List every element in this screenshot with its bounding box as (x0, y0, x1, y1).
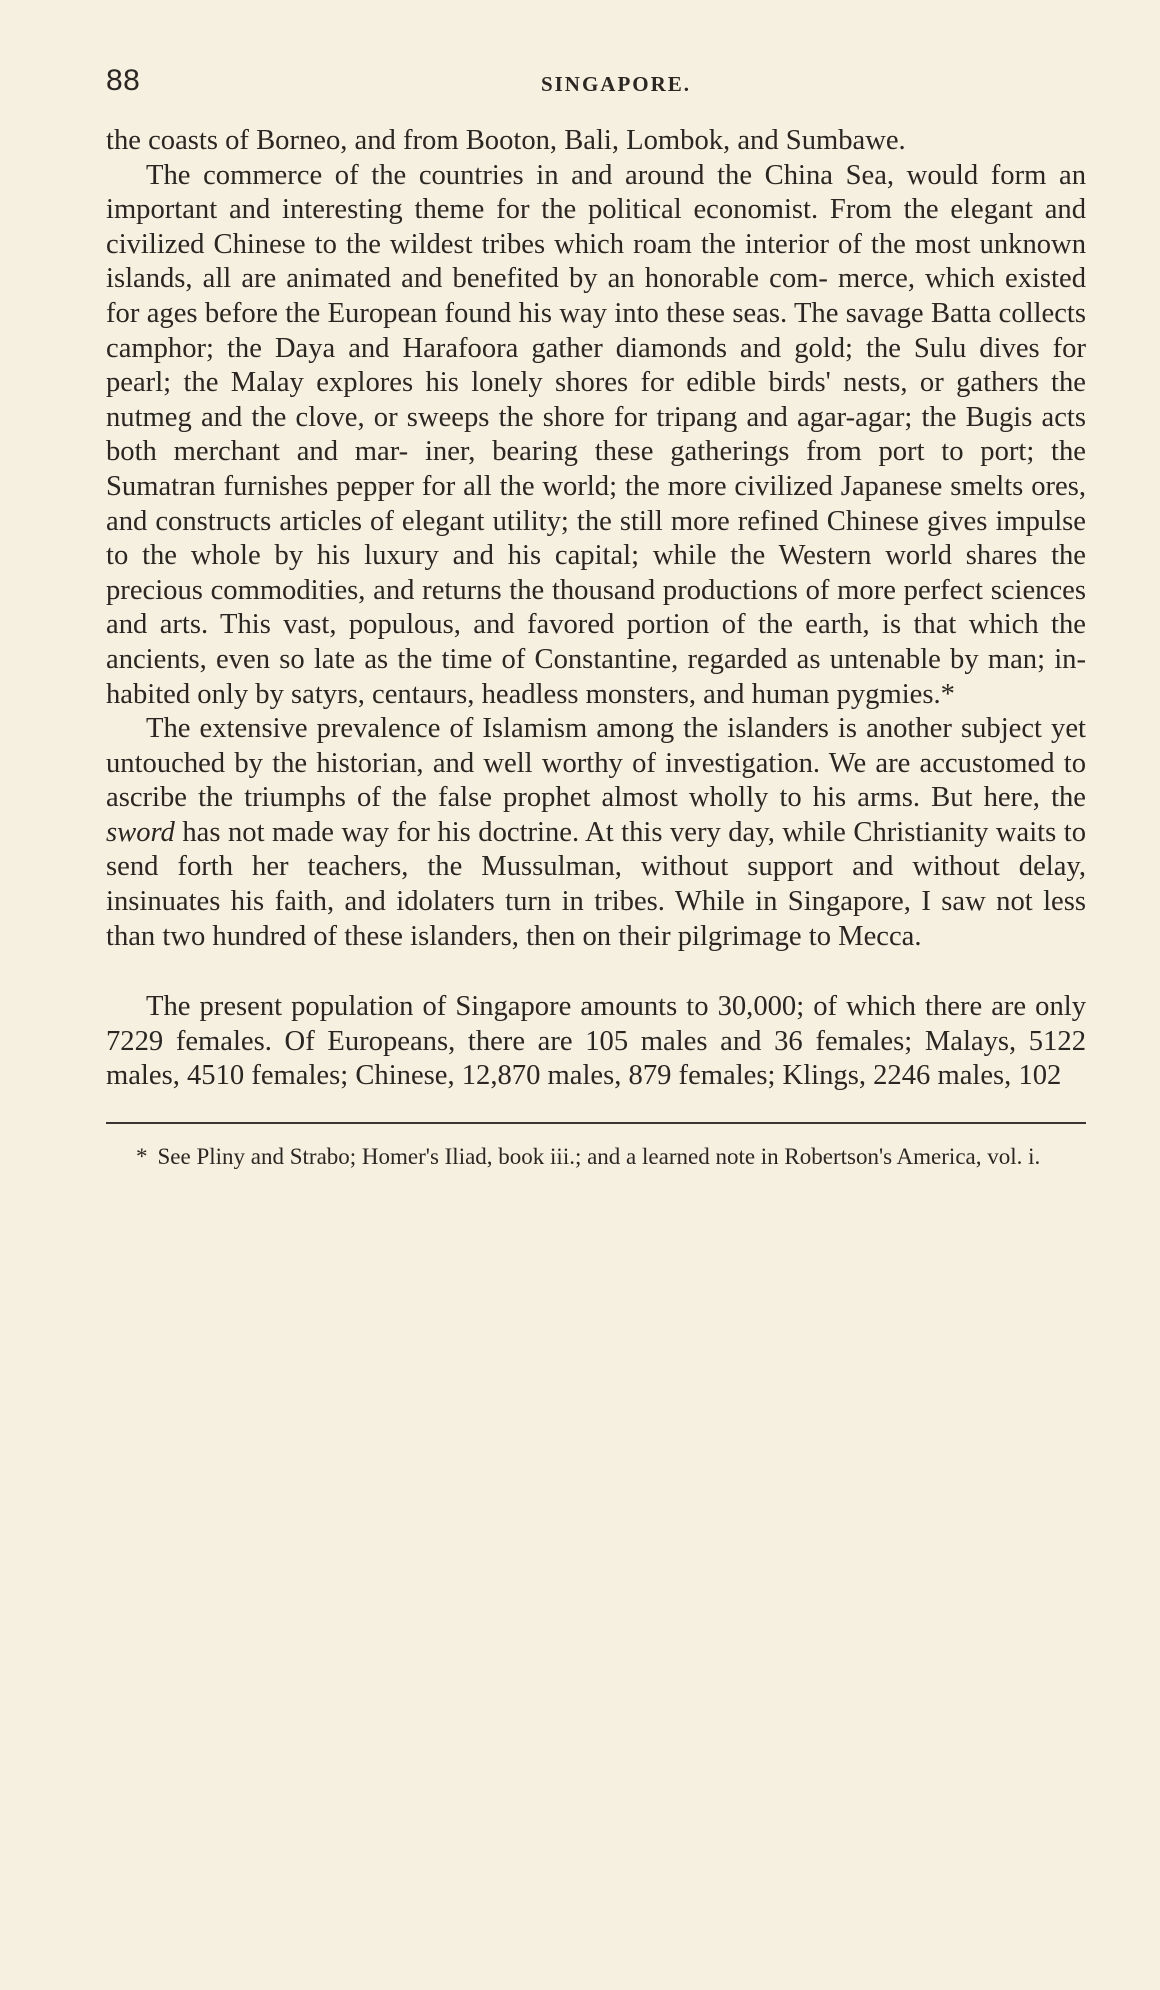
paragraph-islamism-after: has not made way for his doctrine. At this very day, while Christianity waits to send forth her teachers, the Mussulman, without support and without delay, insinuates his faith, and idolaters turn in tribes. While in Singapore, I saw not less than two hundred of these islanders, then on their pilgrimage to Mecca. (106, 816, 1086, 952)
page-number: 88 (106, 64, 141, 97)
footnote-marker: * (136, 1143, 148, 1169)
paragraph-islamism (106, 712, 1086, 954)
book-page (106, 58, 1086, 1172)
footnote-divider (106, 1122, 1086, 1124)
footnote (106, 1142, 1086, 1172)
page-header (106, 58, 1086, 102)
running-head: SINGAPORE. (540, 72, 692, 96)
italic-word-sword: sword (106, 816, 175, 848)
body-text (106, 124, 1086, 1094)
footnote-text: See Pliny and Strabo; Homer's Iliad, book iii.; and a learned note in Robertson's America, vol. i. (157, 1143, 1041, 1169)
paragraph-population: The present population of Singapore amounts to 30,000; of which there are only 7229 females. Of Europeans, there are 105 males and 36 females; Malays, 5122 males, 4510 females; Chinese, 12,870 males, 879 females; Klings, 2246 males, 102 (106, 991, 1086, 1092)
paragraph-continuation: the coasts of Borneo, and from Booton, Bali, Lombok, and Sumbawe. (106, 125, 906, 156)
paragraph-commerce: The commerce of the countries in and around the China Sea, would form an important and interesting theme for the political economist. From the elegant and civilized Chinese to the wildest tribes which roam the interior of the most unknown islands, all are animated and benefited by an honorable com- merce, which existed for ages before the European found his way into these seas. The savage Batta collects camphor; the Daya and Harafoora gather diamonds and gold; the Sulu dives for pearl; the Malay explores his lonely shores for edible birds' nests, or gathers the nutmeg and the clove, or sweeps the shore for tripang and agar-agar; the Bugis acts both merchant and mar- iner, bearing these gatherings from port to port; the Sumatran furnishes pepper for all the world; the more civilized Japanese smelts ores, and constructs articles of elegant utility; the still more refined Chinese gives impulse to the whole by his luxury and his capital; while the Western world shares the precious commodities, and returns the thousand productions of more perfect sciences and arts. This vast, populous, and favored portion of the earth, is that which the ancients, even so late as the time of Constantine, regarded as untenable by man; in- habited only by satyrs, centaurs, headless monsters, and human pygmies.* (106, 159, 1086, 710)
paragraph-islamism-before: The extensive prevalence of Islamism among the islanders is another subject yet untouched by the historian, and well worthy of investigation. We are accustomed to ascribe the triumphs of the false prophet almost wholly to his arms. But here, the (106, 713, 1086, 814)
